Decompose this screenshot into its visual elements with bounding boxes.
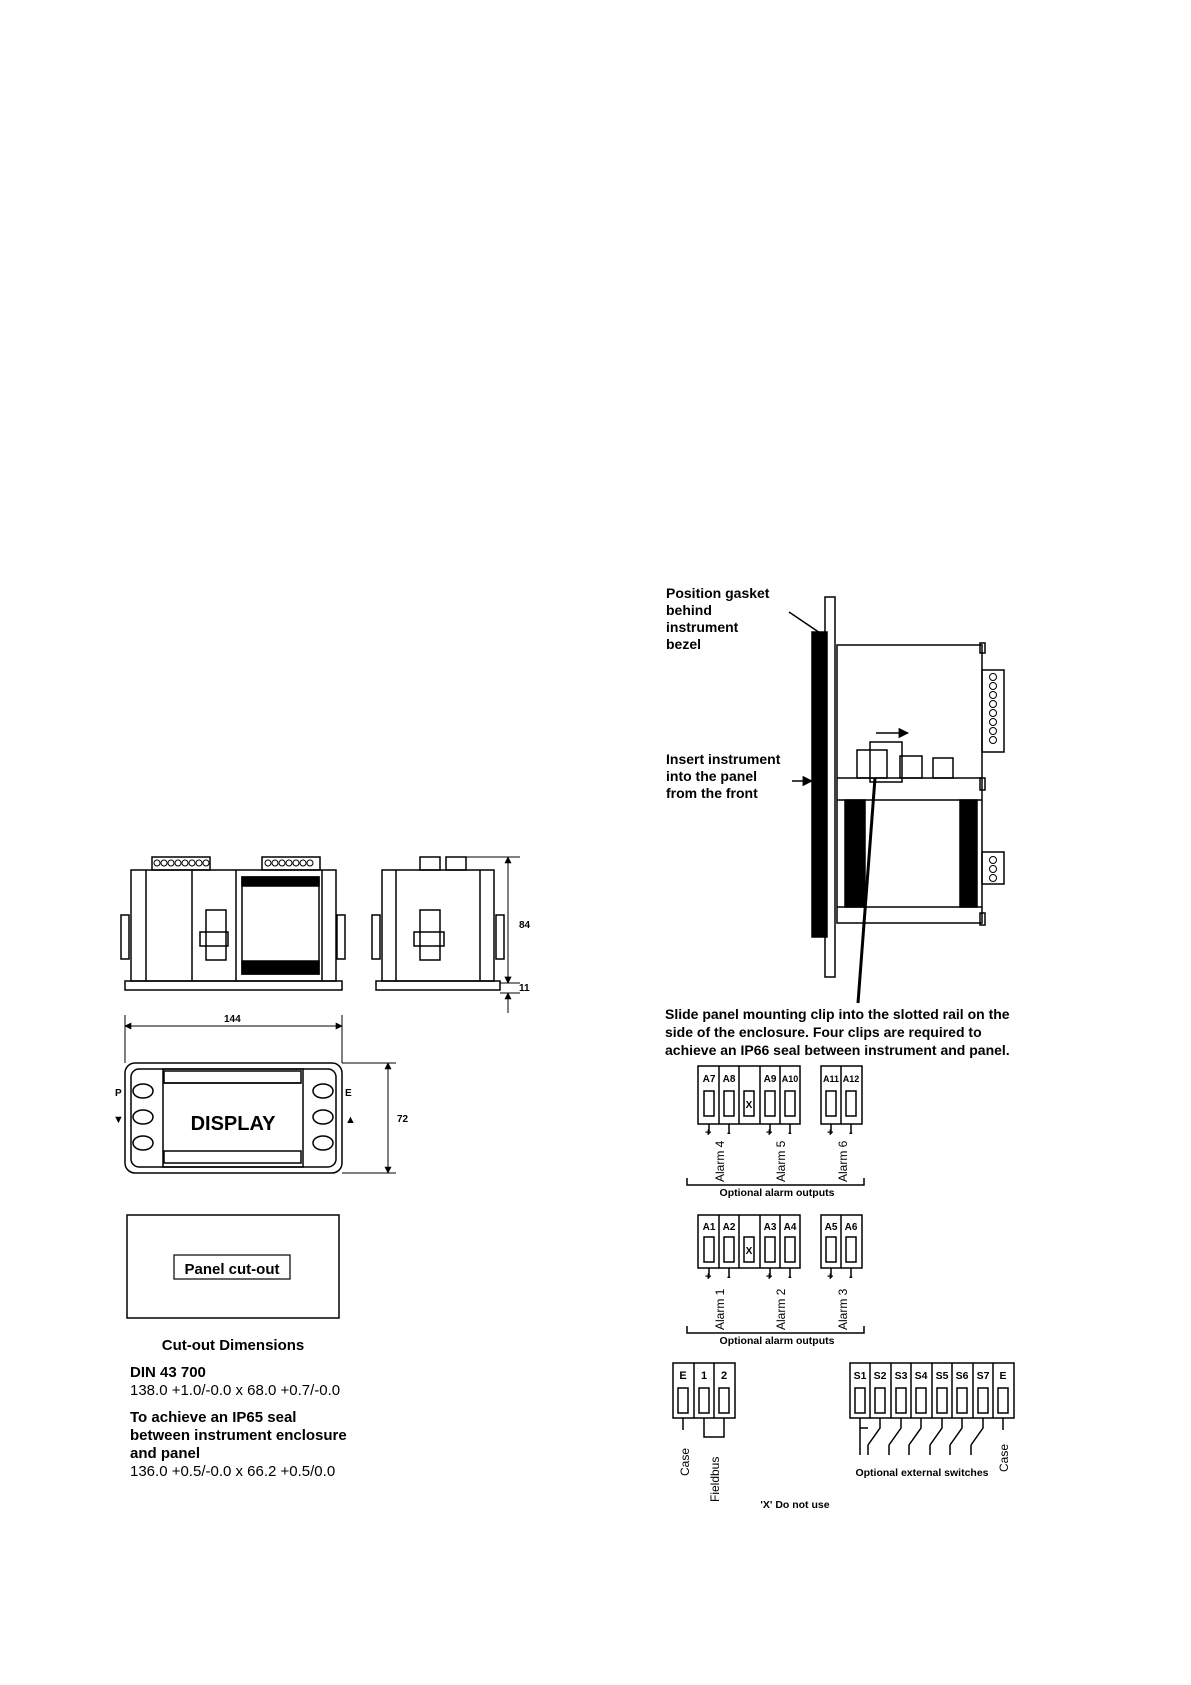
top-view-left	[121, 857, 345, 990]
side-view	[372, 857, 504, 990]
key-up-label: ▲	[345, 1114, 356, 1126]
terminal-label: A12	[842, 1074, 860, 1084]
minus-sign: -	[788, 1127, 792, 1139]
minus-sign: -	[849, 1127, 853, 1139]
clip-line-2: side of the enclosure. Four clips are required to	[665, 1024, 982, 1040]
switch-terminal-label: S2	[873, 1370, 887, 1382]
gasket-line-3: instrument	[666, 619, 739, 635]
terminal-label: A4	[783, 1222, 797, 1233]
plus-sign: +	[766, 1127, 773, 1139]
cutout-heading: Cut-out Dimensions	[161, 1337, 305, 1354]
ip65-dimensions: 136.0 +0.5/-0.0 x 66.2 +0.5/0.0	[130, 1463, 336, 1480]
alarm-label: Alarm 6	[836, 1140, 850, 1182]
terminal-label: A6	[844, 1222, 858, 1233]
ip65-line-2: between instrument enclosure	[130, 1427, 347, 1444]
plus-sign: +	[705, 1271, 712, 1283]
fieldbus-terminal-label: 2	[720, 1370, 728, 1382]
switch-terminal-label: S3	[894, 1370, 908, 1382]
alarm-label: Alarm 3	[836, 1288, 850, 1330]
terminal-label: A10	[781, 1074, 799, 1084]
alarm-caption: Optional alarm outputs	[719, 1335, 835, 1347]
terminal-label: A2	[722, 1222, 736, 1233]
minus-sign: -	[849, 1271, 853, 1283]
fieldbus-terminal-label: E	[679, 1370, 687, 1382]
fieldbus-label: Fieldbus	[708, 1456, 722, 1502]
switch-terminal-label: S1	[853, 1370, 867, 1382]
switch-terminal-label: S7	[976, 1370, 990, 1382]
din-title: DIN 43 700	[130, 1364, 206, 1381]
minus-sign: -	[727, 1127, 731, 1139]
terminal-label: A5	[824, 1222, 838, 1233]
insert-line-3: from the front	[666, 785, 758, 801]
key-e-label: E	[345, 1088, 352, 1099]
display-label: DISPLAY	[190, 1113, 276, 1135]
insert-line-2: into the panel	[666, 768, 757, 784]
terminal-label: A3	[763, 1222, 777, 1233]
terminal-label: A11	[822, 1074, 840, 1084]
dim-11-label: 11	[519, 983, 530, 994]
terminal-label: A1	[702, 1222, 716, 1233]
gasket-line-2: behind	[666, 602, 712, 618]
switch-caption: Optional external switches	[855, 1467, 989, 1479]
do-not-use-mark: X	[745, 1246, 753, 1257]
fieldbus-terminal-label: 1	[700, 1370, 708, 1382]
switch-case-label: Case	[997, 1443, 1011, 1472]
key-down-label: ▼	[113, 1114, 124, 1126]
ip65-line-1: To achieve an IP65 seal	[130, 1409, 297, 1426]
switch-terminal-label: S6	[955, 1370, 969, 1382]
key-p-label: P	[115, 1088, 122, 1099]
ip65-line-3: and panel	[130, 1445, 201, 1462]
insert-line-1: Insert instrument	[666, 751, 781, 767]
dim-144-label: 144	[224, 1014, 241, 1025]
plus-sign: +	[766, 1271, 773, 1283]
dim-72-label: 72	[397, 1114, 409, 1125]
alarm-label: Alarm 1	[713, 1288, 727, 1330]
clip-line-3: achieve an IP66 seal between instrument and panel.	[665, 1042, 1010, 1058]
clip-line-1: Slide panel mounting clip into the slotted rail on the	[665, 1006, 1010, 1022]
plus-sign: +	[827, 1127, 834, 1139]
gasket-line-4: bezel	[666, 636, 702, 652]
minus-sign: -	[727, 1271, 731, 1283]
do-not-use-mark: X	[745, 1100, 753, 1111]
switch-terminal-label: E	[999, 1370, 1007, 1382]
alarm-label: Alarm 2	[774, 1288, 788, 1330]
do-not-use-note: 'X' Do not use	[760, 1499, 830, 1511]
terminal-label: A9	[763, 1074, 777, 1085]
plus-sign: +	[827, 1271, 834, 1283]
plus-sign: +	[705, 1127, 712, 1139]
alarm-label: Alarm 4	[713, 1140, 727, 1182]
case-label: Case	[678, 1447, 692, 1476]
terminal-pins-top	[154, 860, 313, 866]
gasket-line-1: Position gasket	[666, 585, 770, 601]
panel-cutout-label: Panel cut-out	[184, 1261, 280, 1278]
terminal-label: A7	[702, 1074, 716, 1085]
alarm-label: Alarm 5	[774, 1140, 788, 1182]
minus-sign: -	[788, 1271, 792, 1283]
switch-terminal-label: S4	[914, 1370, 928, 1382]
din-dimensions: 138.0 +1.0/-0.0 x 68.0 +0.7/-0.0	[130, 1382, 341, 1399]
dim-84-label: 84	[519, 920, 531, 931]
mounting-terminal-pins	[990, 674, 997, 882]
switch-terminal-label: S5	[935, 1370, 949, 1382]
alarm-caption: Optional alarm outputs	[719, 1187, 835, 1199]
mounting-side-view	[789, 597, 1004, 1003]
terminal-label: A8	[722, 1074, 736, 1085]
